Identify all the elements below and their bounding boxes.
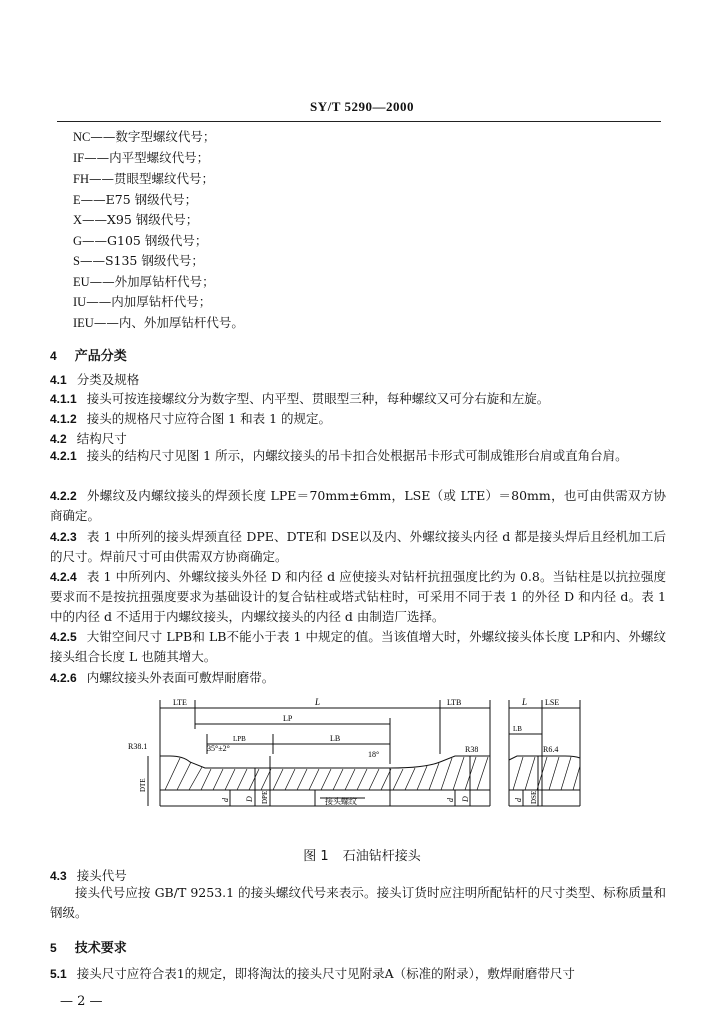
figure-1-tool-joint-drawing — [125, 694, 595, 834]
label-d-pipe: d — [514, 798, 523, 802]
abbreviation-item: S——S135 钢级代号； — [73, 253, 204, 268]
abbreviation-item: IEU——内、外加厚钻杆代号。 — [73, 315, 244, 330]
abbreviation-item: FH——贯眼型螺纹代号； — [73, 171, 214, 186]
figure-1-caption: 图 1 石油钻杆接头 — [303, 849, 421, 864]
label-dpe: DPE — [261, 790, 269, 804]
abbreviation-item: E——E75 钢级代号； — [73, 192, 198, 207]
label-l-right: L — [522, 697, 528, 707]
clause-4-2: 4.2 结构尺寸 — [50, 431, 127, 446]
label-d-inner: d — [221, 798, 230, 802]
clause-4-1-1: 4.1.1 接头可按连接螺纹分为数字型、内平型、贯眼型三种，每种螺纹又可分右旋和左旋。 — [50, 391, 550, 406]
abbreviation-item: X——X95 钢级代号； — [73, 212, 199, 227]
label-angle-35: 35°±2° — [207, 744, 230, 753]
label-lte: LTE — [173, 698, 187, 707]
clause-4-3-text: 接头代号应按 GB/T 9253.1 的接头螺纹代号来表示。接头订货时应注明所配钻杆的尺寸类型、标称质量和钢级。 — [50, 885, 666, 920]
label-dse: DSE — [530, 790, 538, 804]
clause-4-2-6: 4.2.6 内螺纹接头外表面可敷焊耐磨带。 — [50, 670, 275, 685]
abbreviation-item: G——G105 钢级代号； — [73, 233, 208, 248]
label-ltb: LTB — [447, 698, 462, 707]
label-D: D — [245, 796, 254, 802]
clause-4-2-2: 4.2.2 外螺纹及内螺纹接头的焊颈长度 LPE＝70mm±6mm，LSE（或 LTE）＝80mm，也可由供需双方协商确定。 — [50, 488, 666, 523]
label-lb: LB — [330, 734, 341, 743]
section-heading-4: 4 产品分类 — [50, 349, 127, 364]
label-thread: 接头螺纹 — [325, 797, 357, 806]
section-heading-5: 5 技术要求 — [50, 941, 127, 956]
clause-4-2-5: 4.2.5 大钳空间尺寸 LPB和 LB不能小于表 1 中规定的值。当该值增大时，外螺纹接头体长度 LP和内、外螺纹接头组合长度 L 也随其增大。 — [50, 629, 666, 664]
abbreviation-item: EU——外加厚钻杆代号； — [73, 274, 215, 289]
label-dte: DTE — [139, 778, 147, 792]
clause-4-2-1: 4.2.1 接头的结构尺寸见图 1 所示，内螺纹接头的吊卡扣合处根据吊卡形式可制成锥形台肩或直角台肩。 — [50, 448, 628, 463]
label-l: L — [315, 697, 321, 707]
clause-5-1: 5.1 接头尺寸应符合表1的规定，即将淘汰的接头尺寸见附录A（标准的附录），敷焊耐磨带尺寸 — [50, 966, 575, 981]
page-number: — 2 — — [60, 994, 103, 1009]
label-angle-18: 18° — [368, 750, 380, 759]
clause-4-1-2: 4.1.2 接头的规格尺寸应符合图 1 和表 1 的规定。 — [50, 411, 332, 426]
header-rule — [57, 121, 661, 122]
label-r6-4: R6.4 — [543, 745, 559, 754]
label-r38: R38 — [465, 745, 479, 754]
page-header-standard-code: SY/T 5290—2000 — [310, 99, 414, 114]
clause-4-1: 4.1 分类及规格 — [50, 372, 140, 387]
clause-4-3: 4.3 接头代号 — [50, 868, 127, 883]
label-d-box: d — [446, 798, 455, 802]
label-lp: LP — [283, 714, 293, 723]
label-r38-1: R38.1 — [128, 742, 148, 751]
clause-4-2-3: 4.2.3 表 1 中所列的接头焊颈直径 DPE、DTE和 DSE以及内、外螺纹接头内径 d 都是接头焊后且经机加工后的尺寸。焊前尺寸可由供需双方协商确定。 — [50, 529, 666, 564]
abbreviation-item: IF——内平型螺纹代号； — [73, 150, 210, 165]
label-lpb: LPB — [233, 735, 246, 743]
abbreviation-item: NC——数字型螺纹代号； — [73, 129, 216, 144]
label-lb-right: LB — [513, 725, 522, 733]
abbreviation-item: IU——内加厚钻杆代号； — [73, 294, 212, 309]
label-lse: LSE — [545, 698, 560, 707]
clause-4-2-4: 4.2.4 表 1 中所列内、外螺纹接头外径 D 和内径 d 应使接头对钻杆抗扭强度比约为 0.8。当钻柱是以抗拉强度要求而不是按抗扭强度要求为基础设计的复合钻柱或塔式钻柱时，可采用不同于表 1 的外径 D 和内径 d。表 1 中的内径 d 不适用于内螺纹接头，内螺纹接头的内径 d 由制造厂选择。 — [50, 569, 666, 624]
label-D-box: D — [461, 796, 470, 802]
